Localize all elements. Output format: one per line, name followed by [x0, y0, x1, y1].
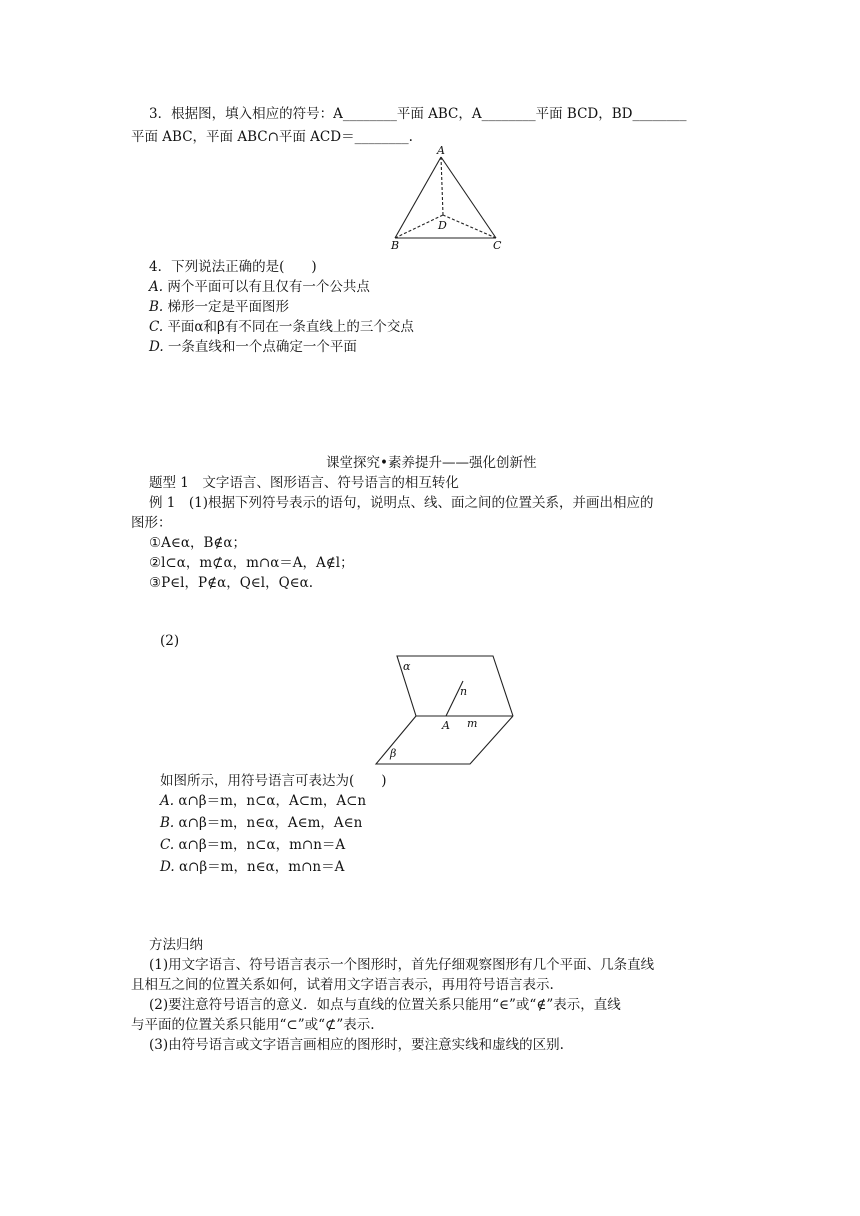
q3-line2: 平面 ABC，平面 ABC∩平面 ACD＝________. — [131, 129, 413, 145]
vertex-label-b: B — [391, 239, 400, 252]
plane-alpha-outline — [397, 656, 513, 716]
method-p2-line2: 与平面的位置关系只能用“⊂”或“⊄”表示. — [131, 1017, 375, 1033]
example-1-line1: 例 1 (1)根据下列符号表示的语句，说明点、线、面之间的位置关系，并画出相应的 — [149, 495, 654, 511]
q-ex1-2-option-d: D. α∩β＝m，n∈α，m∩n＝A — [160, 859, 345, 875]
q4-option-b: B. 梯形一定是平面图形 — [149, 299, 290, 315]
method-p1-line2: 且相互之间的位置关系如何，试着用文字语言表示，再用符号语言表示. — [131, 977, 554, 993]
example-1-item-2: ②l⊂α，m⊄α，m∩α＝A，A∉l； — [149, 555, 354, 571]
example-1-item-1: ①A∈α，B∉α； — [149, 535, 246, 551]
example-1-part-2: (2) — [160, 633, 180, 649]
method-p1-line1: (1)用文字语言、符号语言表示一个图形时，首先仔细观察图形有几个平面、几条直线 — [149, 957, 655, 973]
q-ex1-2-option-a: A. α∩β＝m，n⊂α，A⊂m，A⊂n — [160, 793, 367, 809]
method-title: 方法归纳 — [149, 937, 203, 953]
method-p2-line1: (2)要注意符号语言的意义．如点与直线的位置关系只能用“∈”或“∉”表示，直线 — [149, 997, 621, 1013]
q4-option-c: C. 平面α和β有不同在一条直线上的三个交点 — [149, 319, 414, 335]
point-label-a: A — [442, 719, 450, 732]
topic-1-title: 题型 1 文字语言、图形语言、符号语言的相互转化 — [149, 475, 459, 491]
vertex-label-a: A — [437, 144, 445, 157]
section-title: 课堂探究•素养提升——强化创新性 — [326, 455, 537, 471]
line-label-n: n — [460, 685, 468, 698]
plane-label-alpha: α — [403, 660, 411, 673]
vertex-label-c: C — [493, 239, 502, 252]
example-1-line2: 图形： — [131, 515, 172, 531]
method-p3: (3)由符号语言或文字语言画相应的图形时，要注意实线和虚线的区别. — [149, 1037, 564, 1053]
q-ex1-2-option-b: B. α∩β＝m，n∈α，A∈m，A∈n — [160, 815, 363, 831]
q4-option-d: D. 一条直线和一个点确定一个平面 — [149, 339, 357, 355]
q3-line1: 3．根据图，填入相应的符号：A________平面 ABC，A________平面 BCD，BD________ — [149, 106, 687, 122]
q4-option-a: A. 两个平面可以有且仅有一个公共点 — [149, 279, 370, 295]
q-ex1-2-stem: 如图所示，用符号语言可表达为( ) — [160, 773, 387, 789]
plane-label-beta: β — [390, 747, 397, 760]
example-1-item-3: ③P∈l，P∉α，Q∈l，Q∈α. — [149, 575, 314, 591]
q4-stem: 4．下列说法正确的是( ) — [149, 259, 317, 275]
q-ex1-2-option-c: C. α∩β＝m，n⊂α，m∩n＝A — [160, 837, 346, 853]
line-label-m: m — [467, 717, 478, 730]
vertex-label-d: D — [438, 219, 447, 232]
